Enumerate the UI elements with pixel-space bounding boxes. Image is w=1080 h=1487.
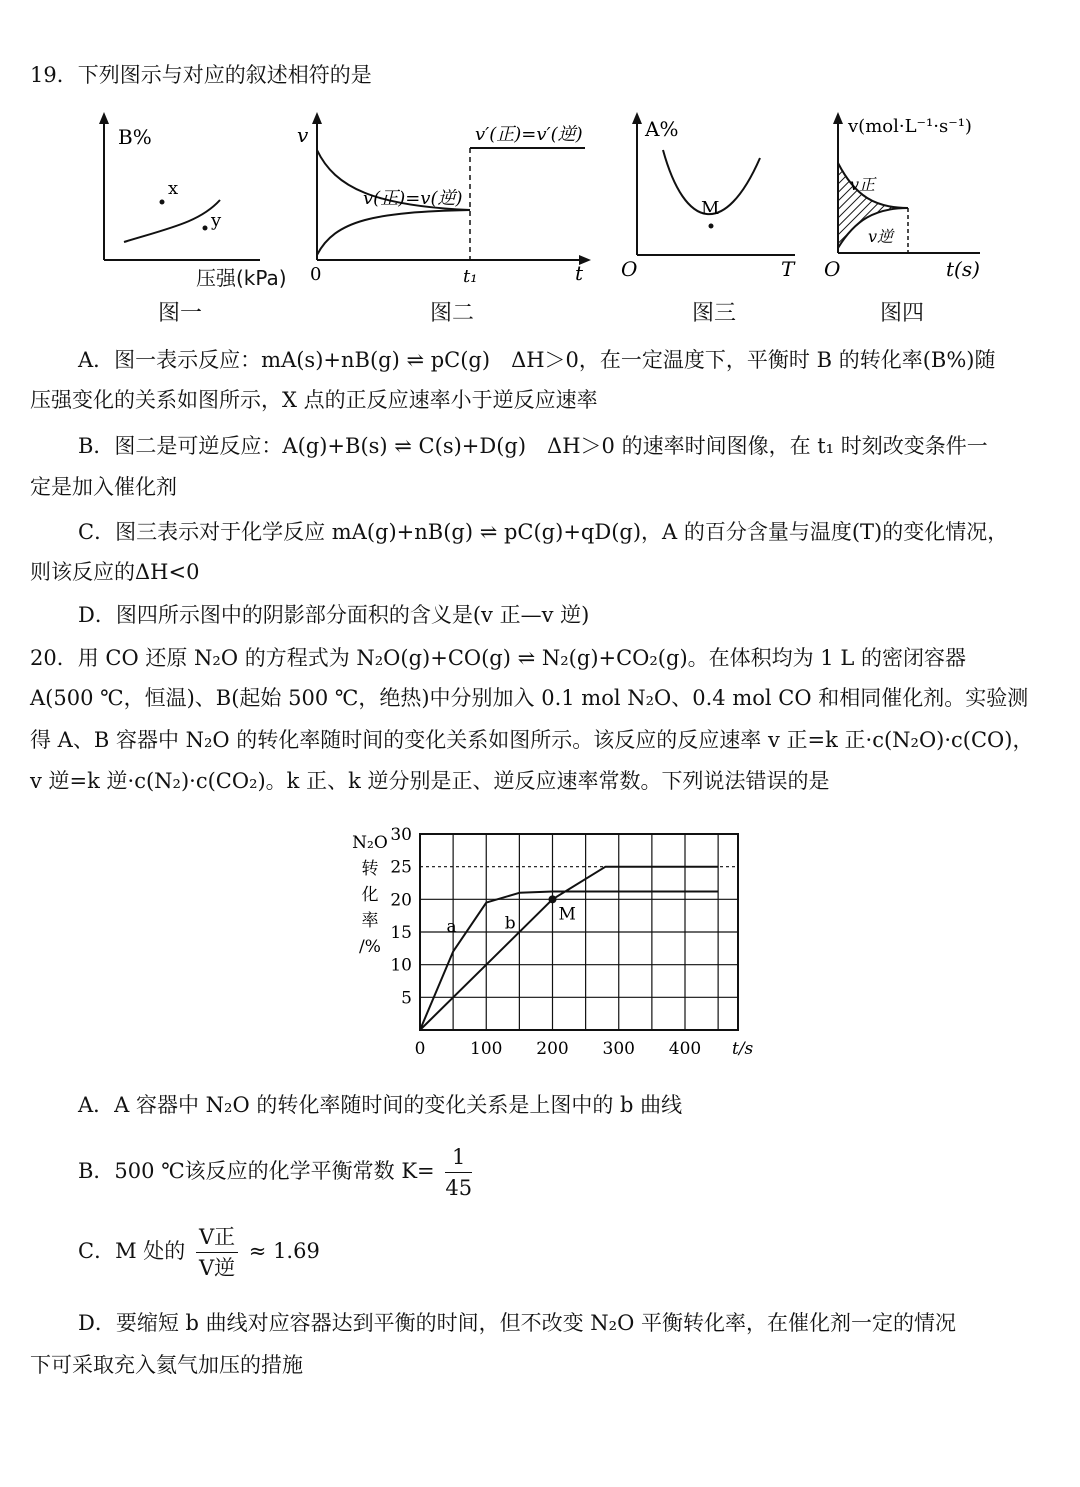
q20-option-c-fraction: [196, 1222, 238, 1283]
q20-option-c-text: C．M 处的: [78, 1239, 186, 1263]
figure-2: [295, 110, 595, 285]
fig3-ylabel: A%: [645, 117, 679, 141]
series-label-b: b: [504, 913, 516, 934]
fig2-origin: 0: [310, 264, 322, 285]
q20-option-c: [78, 1222, 320, 1283]
q20-stem-line1: 20．用 CO 还原 N₂O 的方程式为 N₂O(g)+CO(g) ⇌ N₂(g)+CO₂(g)。在体积均为 1 L 的密闭容器: [30, 646, 966, 670]
q20-option-b-text: B．500 ℃该反应的化学平衡常数 K=: [78, 1159, 435, 1183]
y-tick-label-5: 5: [401, 988, 412, 1009]
fig4-xaxis: t(s): [946, 257, 980, 281]
figure-1: [90, 110, 270, 280]
q19-option-b-line1: B．图二是可逆反应：A(g)+B(s) ⇌ C(s)+D(g) ΔH＞0 的速率时间图像，在 t₁ 时刻改变条件一: [78, 434, 988, 458]
y-axis-label-part-2: 化: [361, 885, 379, 905]
q20-option-a: A．A 容器中 N₂O 的转化率随时间的变化关系是上图中的 b 曲线: [78, 1093, 683, 1117]
fig1-point-y: y: [211, 210, 222, 231]
figure-4: [820, 108, 990, 288]
fig4-v-forward: v正: [850, 175, 876, 194]
fig4-v-reverse: v逆: [868, 227, 894, 246]
fig3-origin: O: [621, 257, 638, 281]
q19-option-a-line2: 压强变化的关系如图所示，X 点的正反应速率小于逆反应速率: [30, 388, 598, 412]
q20-chart: [330, 820, 760, 1070]
fig2-top-label: v′(正)=v′(逆): [475, 124, 583, 145]
y-axis-label-part-4: /%: [359, 937, 381, 957]
fig1-caption: 图一: [158, 301, 203, 326]
fig2-ylabel: v: [297, 123, 309, 147]
q20-stem-line2: A(500 ℃，恒温)、B(起始 500 ℃，绝热)中分别加入 0.1 mol N₂O、0.4 mol CO 和相同催化剂。实验测: [30, 686, 1029, 710]
q20-option-d-line2: 下可采取充入氦气加压的措施: [30, 1353, 303, 1377]
fig2-mid-label: v(正)=v(逆): [363, 188, 463, 209]
fig4-ylabel: v(mol·L⁻¹·s⁻¹): [848, 116, 972, 137]
fig4-caption: 图四: [880, 301, 925, 326]
x-axis-label: t/s: [732, 1039, 754, 1059]
q20-option-b-fraction: [445, 1142, 472, 1203]
q19-option-c-line1: C．图三表示对于化学反应 mA(g)+nB(g) ⇌ pC(g)+qD(g)，A 的百分含量与温度(T)的变化情况，: [78, 520, 1009, 544]
point-M: [549, 895, 557, 903]
q19-option-d: D．图四所示图中的阴影部分面积的含义是(v 正—v 逆): [78, 603, 590, 627]
fig2-caption: 图二: [430, 301, 475, 326]
y-axis-label-part-3: 率: [361, 911, 379, 931]
q20-stem-line4: v 逆=k 逆·c(N₂)·c(CO₂)。k 正、k 逆分别是正、逆反应速率常数。下列说法错误的是: [30, 769, 830, 793]
y-tick-label-10: 10: [390, 955, 412, 976]
q19-option-b-line2: 定是加入催化剂: [30, 475, 177, 499]
y-tick-label-25: 25: [390, 857, 412, 878]
q19-option-c-line2: 则该反应的ΔH<0: [30, 560, 200, 584]
figure-3: [615, 110, 805, 285]
fig3-point: M: [701, 198, 720, 219]
y-tick-label-15: 15: [390, 923, 412, 943]
fig2-t1: t₁: [463, 266, 478, 285]
q20-option-c-numerator: V正: [196, 1222, 238, 1253]
series-label-a: a: [446, 917, 457, 937]
y-tick-label-30: 30: [390, 825, 412, 845]
x-tick-label-0: 0: [414, 1039, 426, 1059]
q20-option-c-value: ≈ 1.69: [248, 1239, 320, 1263]
point-label-M: M: [558, 904, 576, 925]
x-tick-label-200: 200: [536, 1039, 569, 1059]
x-tick-label-100: 100: [470, 1039, 503, 1059]
q20-stem-line3: 得 A、B 容器中 N₂O 的转化率随时间的变化关系如图所示。该反应的反应速率 v 正=k 正·c(N₂O)·c(CO)，: [30, 728, 1034, 752]
x-tick-label-300: 300: [602, 1039, 635, 1059]
fig3-caption: 图三: [692, 301, 737, 326]
fig2-xaxis: t: [575, 261, 584, 285]
q20-option-b-numerator: 1: [445, 1142, 472, 1173]
q19-stem: 19．下列图示与对应的叙述相符的是: [30, 63, 372, 87]
q20-option-b: [78, 1142, 476, 1203]
x-tick-label-400: 400: [668, 1039, 702, 1059]
q19-option-a-line1: A．图一表示反应：mA(s)+nB(g) ⇌ pC(g) ΔH＞0，在一定温度下，平衡时 B 的转化率(B%)随: [78, 348, 996, 372]
y-axis-label-part-1: 转: [361, 859, 379, 879]
q20-option-b-denominator: 45: [445, 1176, 473, 1200]
y-tick-label-20: 20: [390, 890, 412, 911]
fig1-ylabel: B%: [118, 125, 152, 149]
fig1-xlabel: 压强(kPa): [196, 266, 287, 290]
q20-option-c-denominator: V逆: [198, 1256, 236, 1280]
fig1-point-x: x: [168, 178, 179, 199]
q20-option-d-line1: D．要缩短 b 曲线对应容器达到平衡的时间，但不改变 N₂O 平衡转化率，在催化剂一定的情况: [78, 1311, 956, 1335]
fig3-xaxis: T: [781, 257, 795, 281]
y-axis-label-part-0: N₂O: [352, 833, 388, 853]
fig4-origin: O: [824, 257, 841, 281]
